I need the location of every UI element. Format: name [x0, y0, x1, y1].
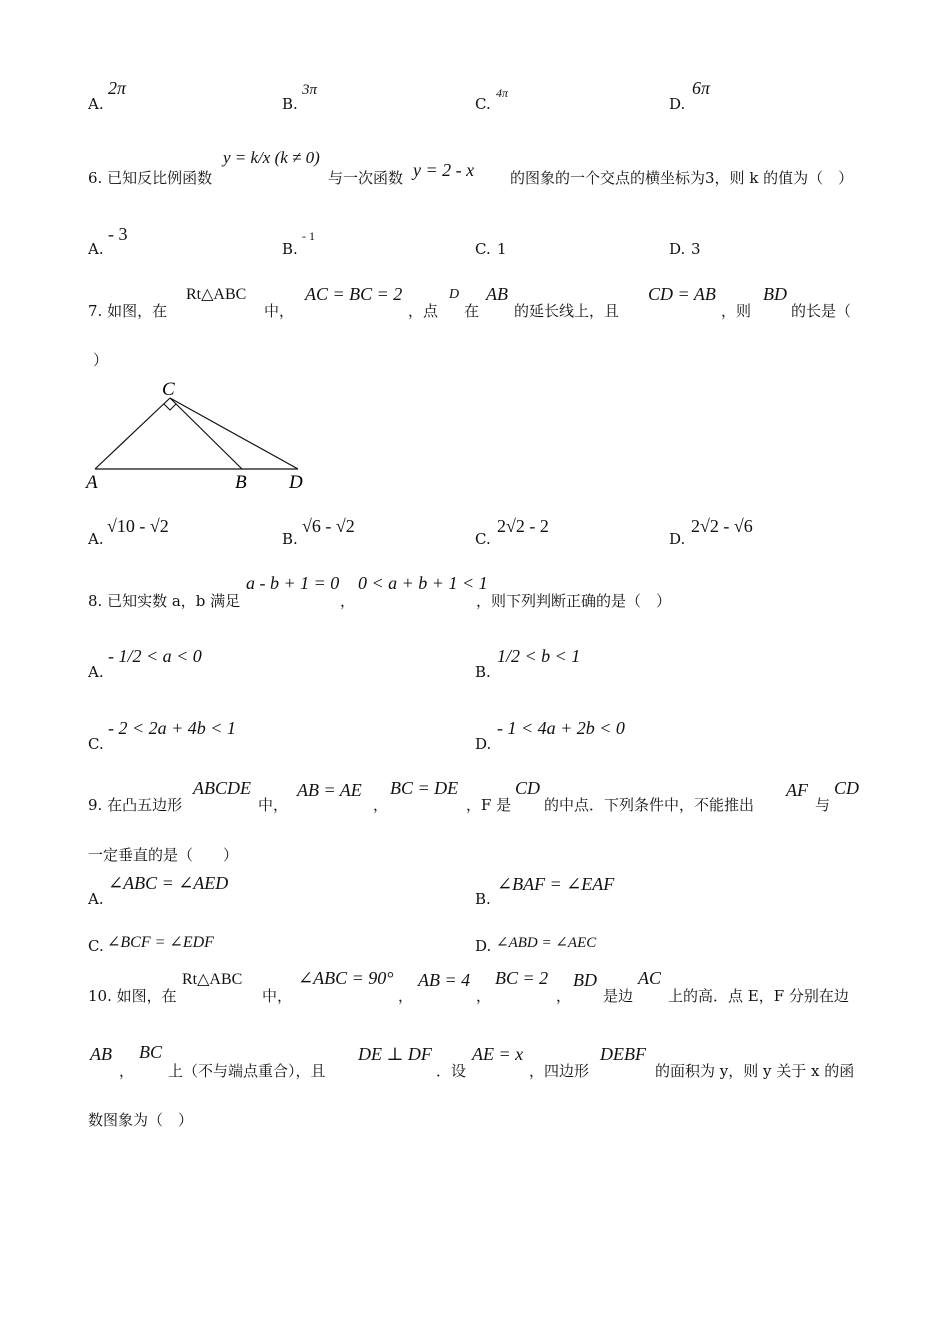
- right-angle-mark: [164, 404, 176, 410]
- segment-cd: [170, 398, 298, 469]
- q10-line2-sep: ，: [119, 1062, 135, 1080]
- q8-text-2: ，则下列判断正确的是（ ）: [476, 592, 672, 610]
- q9-option-d-label: D.: [475, 937, 492, 955]
- label-c: C: [162, 379, 175, 400]
- q10-text-3: 是边: [603, 987, 634, 1005]
- q6-option-d-value: 3: [691, 240, 701, 258]
- label-b: B: [235, 472, 247, 493]
- q9-formula-cd: CD: [515, 778, 541, 798]
- q10-line2-perp: DE ⊥ DF: [358, 1044, 432, 1064]
- q6-formula-linear: y = 2 - x: [413, 160, 475, 180]
- q9-line-2: 一定垂直的是（ ）: [88, 846, 239, 864]
- q6-option-c-value: 1: [497, 240, 507, 258]
- q9-formula-cd-2: CD: [834, 778, 860, 798]
- q8-option-d-value: - 1 < 4a + 2b < 0: [497, 718, 625, 738]
- q10-line2-text-1: 上（不与端点重合），且: [168, 1062, 326, 1080]
- q10-line2-text-4: 的面积为 y，则 y 关于 x 的函: [655, 1062, 855, 1080]
- q10-sep-2: ，: [476, 987, 492, 1005]
- q10-text-4: 上的高．点 E，F 分别在边: [668, 987, 849, 1005]
- q8-formula-1: a - b + 1 = 0: [246, 573, 340, 593]
- q10-line-3: 数图象为（ ）: [88, 1111, 194, 1129]
- q5-option-b-label: B.: [282, 95, 298, 113]
- q6-option-b-value: - 1: [302, 229, 315, 243]
- q7-text-3: ，点: [408, 302, 439, 320]
- q10-text-1: 10. 如图，在: [88, 987, 177, 1005]
- q6-option-b-label: B.: [282, 240, 298, 258]
- q9-formula-bc-de: BC = DE: [390, 778, 459, 798]
- q10-sep-1: ，: [398, 987, 414, 1005]
- q10-line2-text-2: ．设: [436, 1062, 467, 1080]
- q9-option-d-value: ∠ABD = ∠AEC: [496, 935, 597, 951]
- q7-option-b-label: B.: [282, 530, 298, 548]
- q10-line2-bc: BC: [139, 1042, 163, 1062]
- q9-text-4: 的中点．下列条件中，不能推出: [544, 796, 755, 814]
- q6-mid: 与一次函数: [328, 169, 404, 187]
- q8-option-d-label: D.: [475, 735, 492, 753]
- q7-option-c-label: C.: [475, 530, 491, 548]
- q6-suffix: 的图象的一个交点的横坐标为3，则 k 的值为（ ）: [510, 169, 854, 187]
- q9-text-3: ，F 是: [466, 796, 512, 814]
- q5-option-b-value: 3π: [302, 82, 318, 98]
- q5-option-d-value: 6π: [692, 78, 711, 98]
- q7-formula-ab: AB: [486, 284, 508, 304]
- segment-ac: [95, 398, 170, 469]
- q8-option-c-label: C.: [88, 735, 104, 753]
- q7-text-1: 7. 如图，在: [88, 302, 168, 320]
- label-a: A: [86, 472, 98, 493]
- q9-option-b-label: B.: [475, 890, 491, 908]
- q10-formula-triangle: Rt△ABC: [182, 971, 243, 988]
- q8-formula-2: 0 < a + b + 1 < 1: [358, 573, 488, 593]
- q7-text-2: 中，: [264, 302, 295, 320]
- q5-option-a-label: A.: [88, 95, 104, 113]
- q5-option-d-label: D.: [669, 95, 686, 113]
- q8-text-1: 8. 已知实数 a，b 满足: [88, 592, 241, 610]
- q10-formula-bd: BD: [573, 970, 597, 990]
- q9-option-a-value: ∠ABC = ∠AED: [108, 873, 229, 893]
- q5-option-c-label: C.: [475, 95, 491, 113]
- q9-sep: ，: [373, 796, 389, 814]
- q9-option-a-label: A.: [88, 890, 104, 908]
- q9-formula-pentagon: ABCDE: [193, 778, 251, 798]
- q8-option-b-value: 1/2 < b < 1: [497, 646, 581, 666]
- q7-text-4: 在: [464, 302, 480, 320]
- q7-figure: [80, 375, 320, 495]
- q10-sep-3: ，: [556, 987, 572, 1005]
- q10-formula-ab: AB = 4: [418, 970, 471, 990]
- q9-formula-af: AF: [786, 780, 808, 800]
- q6-prefix: 6. 已知反比例函数: [88, 169, 213, 187]
- q10-formula-bc: BC = 2: [495, 968, 549, 988]
- q10-formula-angle: ∠ABC = 90°: [298, 968, 394, 988]
- q10-line2-text-3: ，四边形: [529, 1062, 590, 1080]
- q6-option-a-label: A.: [88, 240, 104, 258]
- q9-text-5: 与: [815, 796, 831, 814]
- q7-text-6: ，则: [721, 302, 752, 320]
- q7-option-c-value: 2√2 - 2: [497, 516, 549, 536]
- q8-sep: ，: [340, 592, 356, 610]
- q7-formula-ac-bc: AC = BC = 2: [305, 284, 403, 304]
- q8-option-c-value: - 2 < 2a + 4b < 1: [108, 718, 236, 738]
- q7-formula-bd: BD: [763, 284, 787, 304]
- q7-text-8: ）: [93, 351, 109, 369]
- q7-option-a-label: A.: [88, 530, 104, 548]
- q6-option-c-label: C.: [475, 240, 491, 258]
- q10-line2-debf: DEBF: [600, 1044, 646, 1064]
- q7-option-d-value: 2√2 - √6: [691, 516, 753, 536]
- q7-option-a-value: √10 - √2: [107, 516, 169, 536]
- label-d: D: [289, 472, 303, 493]
- q6-formula-inverse: y = k/x (k ≠ 0): [223, 148, 320, 167]
- q7-formula-triangle: Rt△ABC: [186, 286, 247, 303]
- q10-line2-ab: AB: [90, 1044, 112, 1064]
- q6-option-a-value: - 3: [108, 224, 128, 244]
- q10-formula-ac: AC: [638, 968, 662, 988]
- q9-option-c-label: C.: [88, 937, 104, 955]
- q7-text-7: 的长是（: [791, 302, 852, 320]
- q7-formula-d: D: [449, 287, 460, 302]
- q9-option-b-value: ∠BAF = ∠EAF: [497, 874, 615, 894]
- q7-option-d-label: D.: [669, 530, 686, 548]
- q9-option-c-value: ∠BCF = ∠EDF: [107, 934, 214, 951]
- q5-option-a-value: 2π: [108, 78, 127, 98]
- q9-text-2: 中，: [258, 796, 289, 814]
- q10-text-2: 中，: [262, 987, 293, 1005]
- q8-option-a-label: A.: [88, 663, 104, 681]
- q6-option-d-label: D.: [669, 240, 686, 258]
- q8-option-a-value: - 1/2 < a < 0: [108, 646, 202, 666]
- q8-option-b-label: B.: [475, 663, 491, 681]
- q7-option-b-value: √6 - √2: [302, 516, 355, 536]
- q9-text-1: 9. 在凸五边形: [88, 796, 183, 814]
- q9-formula-ab-ae: AB = AE: [297, 780, 362, 800]
- q7-formula-cd-ab: CD = AB: [648, 284, 716, 304]
- q10-line2-ae: AE = x: [472, 1044, 524, 1064]
- q5-option-c-value: 4π: [496, 86, 509, 100]
- segment-cb: [170, 398, 242, 469]
- q7-text-5: 的延长线上，且: [514, 302, 620, 320]
